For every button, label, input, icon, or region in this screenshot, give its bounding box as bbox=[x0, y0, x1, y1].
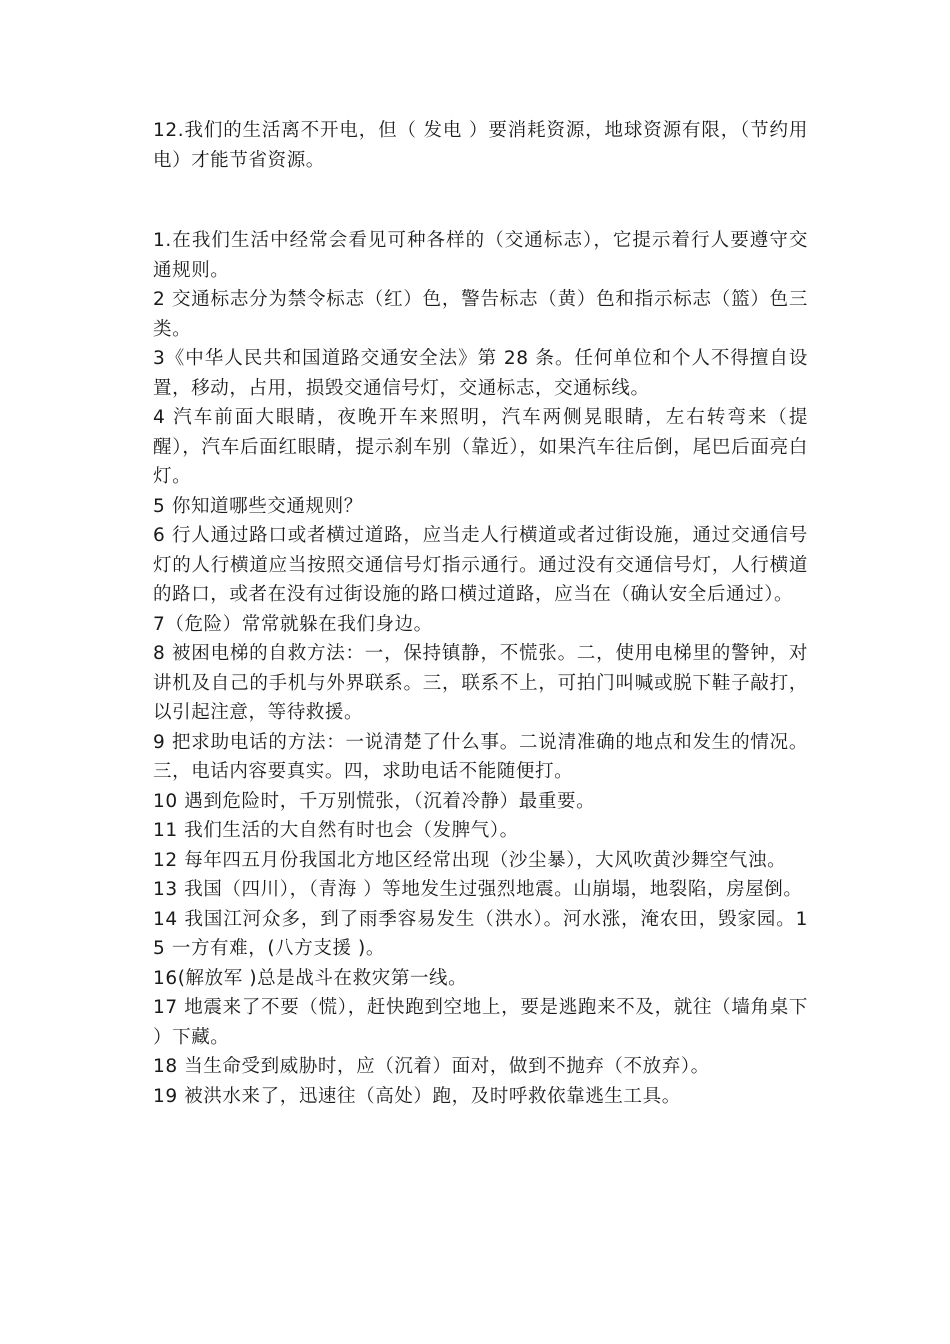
paragraph-11: 11 我们生活的大自然有时也会（发脾气）。 bbox=[153, 820, 519, 841]
paragraph-1: 1.在我们生活中经常会看见可种各样的（交通标志），它提示着行人要遵守交通规则。 bbox=[153, 230, 808, 281]
paragraph-2: 2 交通标志分为禁令标志（红）色，警告标志（黄）色和指示标志（篮）色三类。 bbox=[153, 289, 808, 340]
paragraph-14-15: 14 我国江河众多，到了雨季容易发生（洪水）。河水涨，淹农田，毁家园。15 一方有难，(八方支援 )。 bbox=[153, 908, 808, 959]
paragraph-10: 10 遇到危险时，千万别慌张，（沉着冷静）最重要。 bbox=[153, 790, 596, 812]
paragraph-12-electricity: 12.我们的生活离不开电，但（ 发电 ）要消耗资源，地球资源有限，（节约用电）才能节省资源。 bbox=[153, 120, 808, 171]
paragraph-7: 7（危险）常常就躲在我们身边。 bbox=[153, 613, 433, 635]
paragraph-9: 9 把求助电话的方法：一说清楚了什么事。二说清准确的地点和发生的情况。三，电话内容要真实。四，求助电话不能随便打。 bbox=[153, 731, 808, 782]
paragraph-16: 16(解放军 )总是战斗在救灾第一线。 bbox=[153, 967, 468, 989]
paragraph-6: 6 行人通过路口或者横过道路，应当走人行横道或者过街设施，通过交通信号灯的人行横道应当按照交通信号灯指示通行。通过没有交通信号灯，人行横道的路口，或者在没有过街设施的路口横过道路，应当在（确认安全后通过）。 bbox=[153, 525, 808, 605]
top-section bbox=[153, 116, 808, 175]
paragraph-8: 8 被困电梯的自救方法：一，保持镇静，不慌张。二，使用电梯里的警钟，对讲机及自己的手机与外界联系。三，联系不上，可拍门叫喊或脱下鞋子敲打，以引起注意，等待救援。 bbox=[153, 643, 808, 723]
paragraph-3: 3《中华人民共和国道路交通安全法》第 28 条。任何单位和个人不得擅自设置，移动，占用，损毁交通信号灯，交通标志，交通标线。 bbox=[153, 348, 808, 399]
paragraph-19: 19 被洪水来了，迅速往（高处）跑，及时呼救依靠逃生工具。 bbox=[153, 1085, 681, 1107]
paragraph-12: 12 每年四五月份我国北方地区经常出现（沙尘暴），大风吹黄沙舞空气浊。 bbox=[153, 849, 787, 871]
main-section bbox=[153, 226, 808, 1111]
paragraph-18: 18 当生命受到威胁时，应（沉着）面对，做到不抛弃（不放弃）。 bbox=[153, 1056, 710, 1077]
paragraph-5: 5 你知道哪些交通规则？ bbox=[153, 495, 363, 517]
paragraph-4: 4 汽车前面大眼睛，夜晚开车来照明，汽车两侧晃眼睛，左右转弯来（提醒），汽车后面红眼睛，提示刹车别（靠近），如果汽车往后倒，尾巴后面亮白灯。 bbox=[153, 407, 808, 487]
paragraph-17: 17 地震来了不要（慌），赶快跑到空地上，要是逃跑来不及，就往（墙角桌下 ）下藏。 bbox=[153, 997, 808, 1048]
paragraph-13: 13 我国（四川），（青海 ）等地发生过强烈地震。山崩塌，地裂陷，房屋倒。 bbox=[153, 879, 803, 900]
